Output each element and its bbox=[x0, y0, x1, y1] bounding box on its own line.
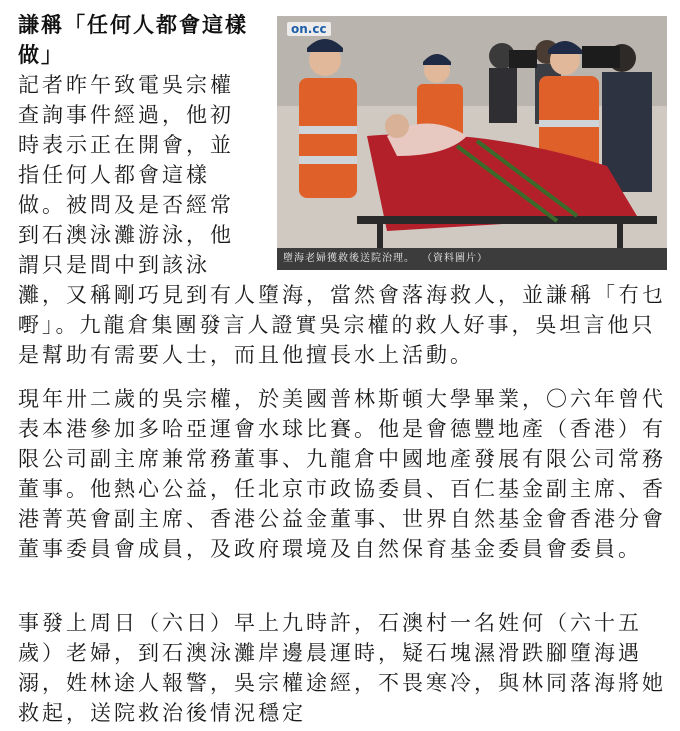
paragraph-3: 事發上周日（六日）早上九時許，石澳村一名姓何（六十五歲）老婦，到石澳泳灘岸邊晨運時，疑石塊濕滑跌腳墮海遇溺，姓林途人報警，吳宗權途經，不畏寒冷，與林同落海將她救起，送院救治後情況穩定 bbox=[18, 611, 666, 725]
photo-caption bbox=[277, 248, 667, 270]
left-column bbox=[18, 10, 250, 280]
news-photo bbox=[277, 16, 667, 270]
paragraph-1: 灘，又稱剛巧見到有人墮海，當然會落海救人，並謙稱「冇乜嘢」。九龍倉集團發言人證實吳宗權的救人好事，吳坦言他只是幫助有需要人士，而且他擅長水上活動。 bbox=[18, 283, 666, 367]
caption-credit: （資料圖片） bbox=[427, 253, 488, 264]
rescue-scene-illustration bbox=[277, 16, 667, 250]
caption-text: 墮海老婦獲救後送院治理。 bbox=[283, 253, 415, 264]
paragraph-2: 現年卅二歲的吳宗權，於美國普林斯頓大學畢業，〇六年曾代表本港參加多哈亞運會水球比賽。他是會德豐地產（香港）有限公司副主席兼常務董事、九龍倉中國地產發展有限公司常務董事。他熱心公益，任北京市政協委員、百仁基金副主席、香港菁英會副主席、香港公益金董事、世界自然基金會香港分會董事委員會成員，及政府環境及自然保育基金委員會委員。 bbox=[18, 387, 666, 561]
left-paragraph: 記者昨午致電吳宗權查詢事件經過，他初時表示正在開會，並指任何人都會這樣做。被問及是否經常到石澳泳灘游泳，他謂只是間中到該泳 bbox=[18, 73, 234, 277]
section-heading: 謙稱「任何人都會這樣做」 bbox=[18, 13, 248, 67]
source-logo: on.cc bbox=[287, 22, 331, 36]
article-top bbox=[18, 10, 668, 280]
